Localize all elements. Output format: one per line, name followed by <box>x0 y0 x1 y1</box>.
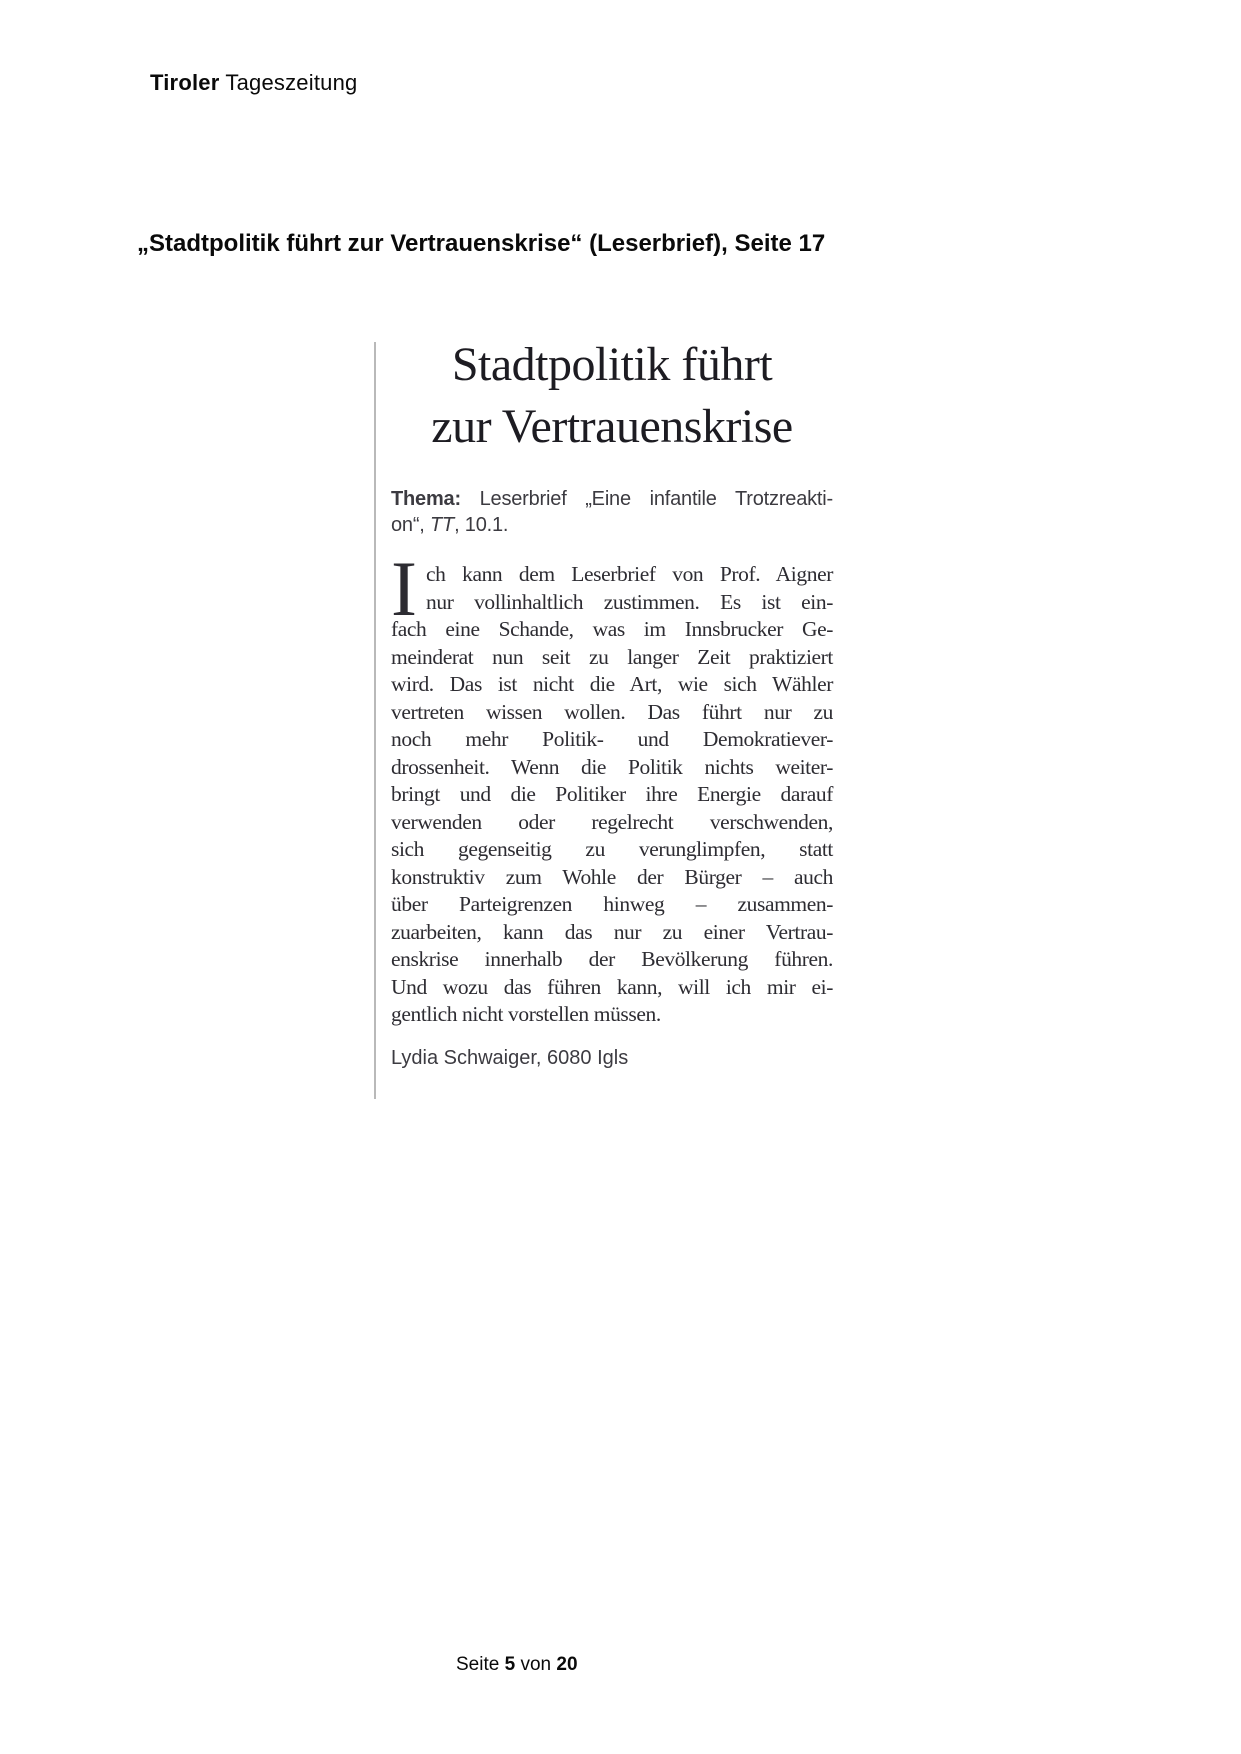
topic-line2 <box>391 512 833 538</box>
author-signature: Lydia Schwaiger, 6080 Igls <box>391 1046 629 1069</box>
footer-total-pages: 20 <box>556 1654 578 1675</box>
topic-text-continued: on“, <box>391 514 431 536</box>
clipping-headline <box>391 334 833 458</box>
body-line: drossenheit. Wenn die Politik nichts weiter- <box>391 754 833 779</box>
body-line: wird. Das ist nicht die Art, wie sich Wähler <box>391 672 833 696</box>
body-line: vertreten wissen wollen. Das führt nur zu <box>391 699 833 724</box>
body-line: gentlich nicht vorstellen müssen. <box>391 1002 661 1026</box>
letterhead-brand-bold: Tiroler <box>150 70 220 95</box>
clipping-left-rule <box>374 342 376 1099</box>
body-line: konstruktiv zum Wohle der Bürger – auch <box>391 864 833 889</box>
body-line: über Parteigrenzen hinweg – zusammen- <box>391 892 833 916</box>
topic-text: Leserbrief „Eine infantile Trotzreakti- <box>479 488 833 510</box>
body-line: nur vollinhaltlich zustimmen. Es ist ein- <box>426 589 833 614</box>
body-line: ch kann dem Leserbrief von Prof. Aigner <box>426 562 833 586</box>
topic-date: , 10.1. <box>454 514 509 536</box>
article-title: „Stadtpolitik führt zur Vertrauenskrise“ (Leserbrief), Seite 17 <box>137 230 826 257</box>
body-line: verwenden oder regelrecht verschwenden, <box>391 809 833 834</box>
body-line: enskrise innerhalb der Bevölkerung führen. <box>391 947 833 971</box>
body-line: meinderat nun seit zu langer Zeit praktiziert <box>391 644 833 669</box>
topic-label: Thema: <box>391 488 461 510</box>
body-line: sich gegenseitig zu verunglimpfen, statt <box>391 837 833 861</box>
drop-cap: I <box>391 545 417 632</box>
publication-abbreviation: TT <box>430 514 455 536</box>
clipping-topic <box>391 486 833 538</box>
topic-line1 <box>391 486 833 512</box>
clipping-content <box>391 334 833 1071</box>
body-line: zuarbeiten, kann das nur zu einer Vertrau- <box>391 919 833 944</box>
clipping-headline-line1: Stadtpolitik führt <box>451 338 773 391</box>
letterhead <box>150 68 357 98</box>
body-line: noch mehr Politik- und Demokratiever- <box>391 727 833 751</box>
clipping-headline-line2: zur Vertrauenskrise <box>431 400 793 453</box>
body-lines <box>391 561 833 1029</box>
footer-page-number: 5 <box>504 1654 516 1675</box>
body-line: Und wozu das führen kann, will ich mir ei- <box>391 974 833 999</box>
letterhead-brand-regular: Tageszeitung <box>225 70 358 95</box>
body-line: fach eine Schande, was im Innsbrucker Ge- <box>391 617 833 641</box>
footer-of-word: von <box>520 1654 552 1675</box>
footer-prefix: Seite <box>456 1654 500 1675</box>
page-footer <box>456 1652 578 1678</box>
body-line: bringt und die Politiker ihre Energie darauf <box>391 782 833 806</box>
clipping-body <box>391 545 833 1029</box>
